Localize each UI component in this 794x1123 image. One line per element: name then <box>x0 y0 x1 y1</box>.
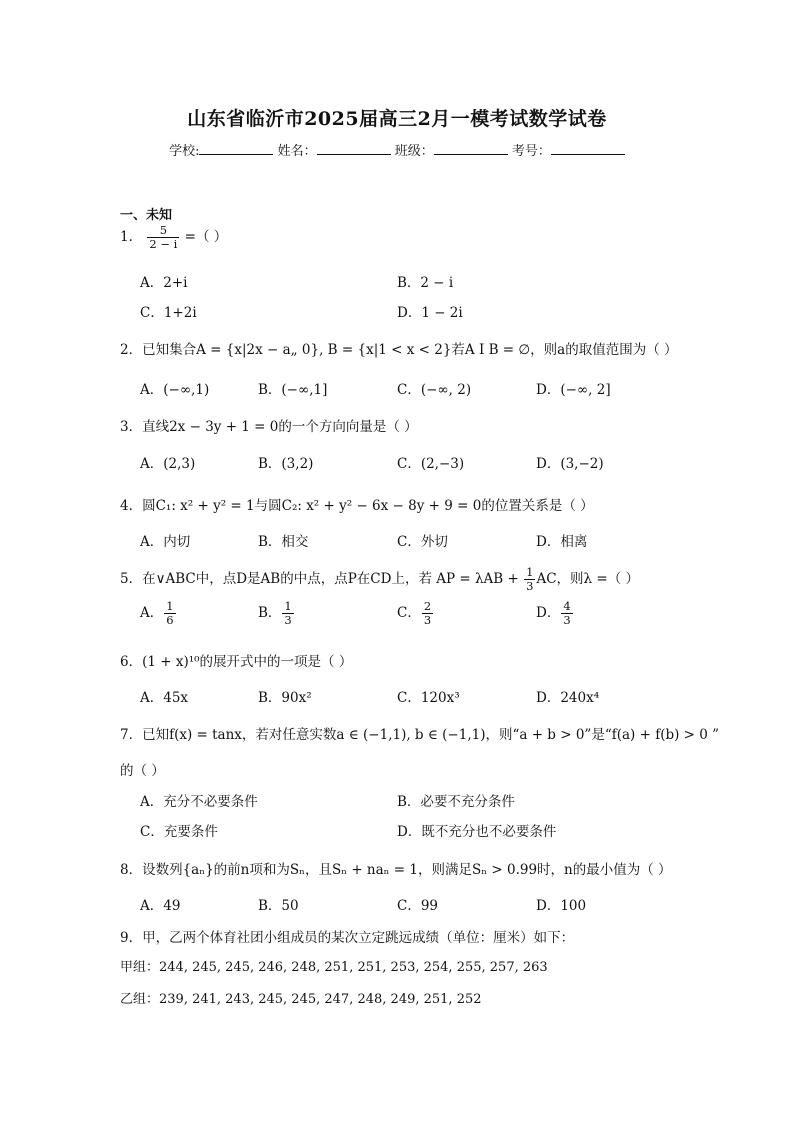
option-letter: D． <box>536 605 561 621</box>
question-stem: 已知f(x) = tanx，若对任意实数a ∈ (−1,1), b ∈ (−1,1)，则“a + b > 0”是“f(a) + f(b) > 0 ” <box>142 727 720 743</box>
name-label: 姓名： <box>277 144 317 159</box>
class-blank[interactable] <box>434 142 508 155</box>
question-3 <box>120 415 418 435</box>
question-stem: 圆C₁: x² + y² = 1与圆C₂: x² + y² − 6x − 8y + 9 = 0的位置关系是（ ） <box>142 498 594 514</box>
question-1 <box>120 224 227 251</box>
option-d[interactable]: D．(3,−2) <box>536 456 604 472</box>
exam-no-label: 考号： <box>511 144 551 159</box>
question-number: 9． <box>120 930 143 946</box>
fraction <box>422 600 433 627</box>
option-c[interactable]: C．充要条件 <box>140 824 218 840</box>
question-number: 2． <box>120 342 143 358</box>
numerator: 4 <box>563 599 571 613</box>
section-heading: 一、未知 <box>120 208 173 223</box>
option-c[interactable]: C．(2,−3) <box>397 456 465 472</box>
question-stem: (1 + x)¹⁰的展开式中的一项是（ ） <box>142 654 353 670</box>
exam-no-blank[interactable] <box>551 142 625 155</box>
denominator: 3 <box>284 613 292 627</box>
question-stem: 设数列{aₙ}的前n项和为Sₙ，且Sₙ + naₙ = 1，则满足Sₙ > 0.99时，n的最小值为（ ） <box>142 862 672 878</box>
option-c[interactable]: C．外切 <box>397 534 448 550</box>
question-4 <box>120 494 594 514</box>
numerator: 1 <box>284 599 292 613</box>
option-letter: A． <box>140 605 164 621</box>
question-7 <box>120 723 719 743</box>
question-2 <box>120 338 678 358</box>
data-row-group-b: 乙组：239, 241, 243, 245, 245, 247, 248, 249, 251, 252 <box>120 992 482 1007</box>
numerator: 2 <box>423 599 432 613</box>
option-c[interactable]: C．99 <box>397 898 439 914</box>
option-c[interactable]: C．1+2i <box>140 305 197 321</box>
question-6 <box>120 650 352 670</box>
question-number: 3． <box>120 419 143 435</box>
denominator: 3 <box>563 613 571 627</box>
numerator: 1 <box>166 599 174 613</box>
question-number: 7． <box>120 727 143 743</box>
option-c[interactable]: C．120x³ <box>397 690 460 706</box>
option-a[interactable] <box>140 600 177 627</box>
option-a[interactable]: A．49 <box>140 898 181 914</box>
question-stem: 已知集合A = {x|2x − a„ 0}, B = {x|1 < x < 2}若A I B = ∅，则a的取值范围为（ ） <box>142 342 678 358</box>
question-stem: 在∨ABC中，点D是AB的中点，点P在CD上，若 <box>142 571 432 587</box>
option-c[interactable]: C．(−∞, 2) <box>397 382 472 398</box>
question-5 <box>120 566 639 593</box>
question-stem: 直线2x − 3y + 1 = 0的一个方向向量是（ ） <box>142 419 418 435</box>
fraction <box>164 600 175 627</box>
option-a[interactable]: A．45x <box>140 690 189 706</box>
option-a[interactable]: A．充分不必要条件 <box>140 794 258 810</box>
school-label: 学校: <box>169 144 200 159</box>
option-a[interactable]: A．2+i <box>140 275 188 291</box>
question-9 <box>120 926 574 946</box>
option-d[interactable]: D．既不充分也不必要条件 <box>397 824 557 840</box>
option-b[interactable]: B．2 − i <box>397 275 454 291</box>
option-d[interactable]: D．相离 <box>536 534 588 550</box>
vector-expression: AP = λAB + <box>436 571 519 587</box>
denominator: 3 <box>423 613 432 627</box>
option-d[interactable]: D．(−∞, 2] <box>536 382 611 398</box>
data-row-group-a: 甲组：244, 245, 245, 246, 248, 251, 251, 253, 254, 255, 257, 263 <box>120 960 548 975</box>
option-d[interactable] <box>536 600 574 627</box>
option-b[interactable]: B．(3,2) <box>258 456 314 472</box>
option-a[interactable]: A．(−∞,1) <box>140 382 210 398</box>
question-number: 1． <box>120 229 143 245</box>
option-a[interactable]: A．(2,3) <box>140 456 196 472</box>
option-d[interactable]: D．240x⁴ <box>536 690 600 706</box>
option-c[interactable] <box>397 600 434 627</box>
option-b[interactable]: B．相交 <box>258 534 309 550</box>
option-b[interactable]: B．必要不充分条件 <box>397 794 515 810</box>
option-b[interactable]: B．50 <box>258 898 299 914</box>
fraction <box>147 224 179 251</box>
question-7-continued: 的（ ） <box>120 763 165 779</box>
question-number: 5． <box>120 571 143 587</box>
denominator: 2 − i <box>149 237 178 251</box>
denominator: 6 <box>166 613 174 627</box>
fraction <box>282 600 293 627</box>
question-stem-end: AC，则λ =（ ） <box>536 571 639 587</box>
option-b[interactable]: B．(−∞,1] <box>258 382 328 398</box>
option-d[interactable]: D．100 <box>536 898 587 914</box>
class-label: 班级： <box>394 144 434 159</box>
question-number: 4． <box>120 498 143 514</box>
question-number: 6． <box>120 654 143 670</box>
question-number: 8． <box>120 862 143 878</box>
option-letter: B． <box>258 605 282 621</box>
denominator: 3 <box>526 579 534 593</box>
question-stem: =（ ） <box>184 229 228 245</box>
school-blank[interactable] <box>199 142 273 155</box>
numerator: 5 <box>147 224 179 238</box>
page-title: 山东省临沂市2025届高三2月一模考试数学试卷 <box>187 108 607 130</box>
name-blank[interactable] <box>317 142 391 155</box>
student-info-line <box>0 140 794 159</box>
option-letter: C． <box>397 605 421 621</box>
question-8 <box>120 858 672 878</box>
option-d[interactable]: D．1 − 2i <box>397 305 463 321</box>
option-a[interactable]: A．内切 <box>140 534 191 550</box>
option-b[interactable] <box>258 600 295 627</box>
fraction <box>561 600 572 627</box>
numerator: 1 <box>526 565 534 579</box>
question-stem: 甲，乙两个体育社团小组成员的某次立定跳远成绩（单位：厘米）如下： <box>142 930 575 946</box>
fraction <box>524 566 535 593</box>
option-b[interactable]: B．90x² <box>258 690 312 706</box>
